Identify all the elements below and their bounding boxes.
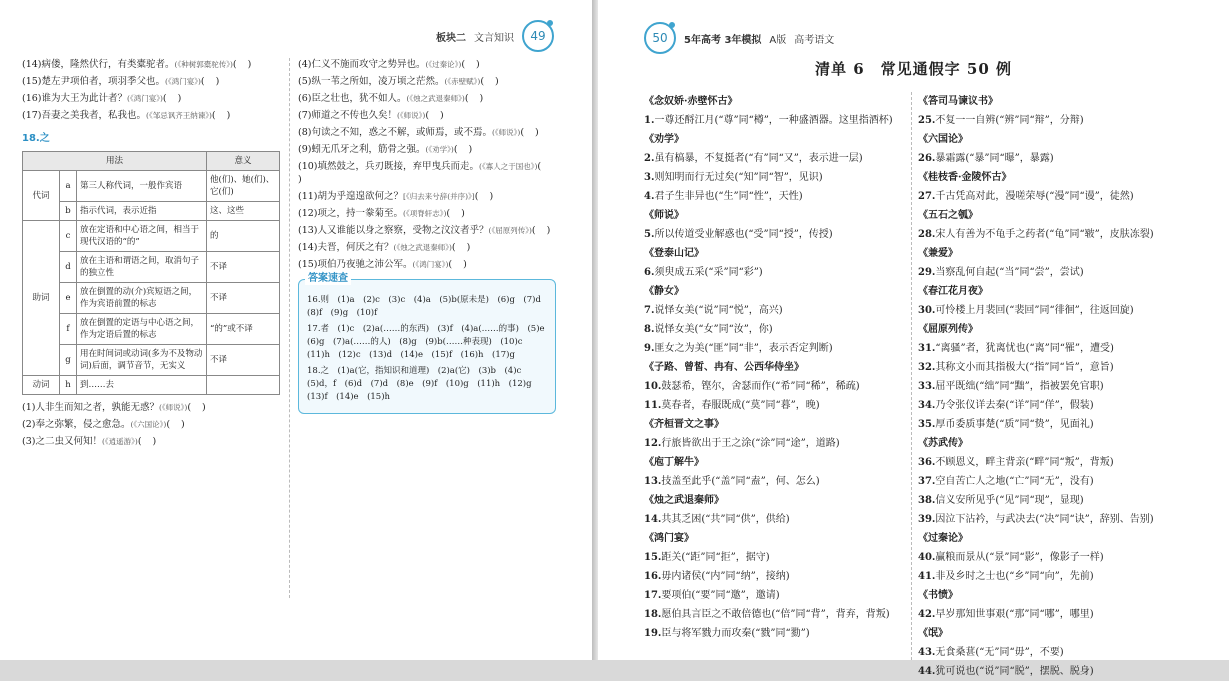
list-item [644, 605, 906, 624]
usage-letter: c [60, 221, 77, 252]
list-item [644, 149, 906, 168]
left-page [0, 0, 592, 660]
left-page-header [436, 20, 554, 52]
exercise-text: (9)蚓无爪牙之利，筋骨之强。 [298, 144, 426, 155]
text-source-heading: 《子路、曾皙、冉有、公西华侍坐》 [644, 362, 804, 373]
list-item [644, 377, 906, 396]
exercise-source: (《种树郭橐驼传》) [174, 60, 233, 69]
exercise-item [22, 435, 280, 448]
item-number: 7. [644, 305, 655, 316]
answer-blank: ( ) [474, 191, 498, 202]
right-column-2 [918, 92, 1180, 681]
exercise-text: (7)师道之不传也久矣！ [298, 110, 397, 121]
item-number: 40. [918, 552, 936, 563]
exercise-item [298, 75, 556, 88]
item-text: 早岁那知世事艰(“那”同“哪”，哪里) [935, 609, 1094, 620]
answer-blank: ( ) [200, 76, 224, 87]
list-item [644, 225, 906, 244]
answer-lines [307, 294, 554, 404]
badge-dot-icon [547, 20, 553, 26]
item-text: 臣与将军戮力而攻秦(“戮”同“勠”) [661, 628, 810, 639]
text-source-heading: 《齐桓晋文之事》 [644, 419, 724, 430]
text-source-heading: 《屈原列传》 [918, 324, 978, 335]
left-column-1 [22, 58, 280, 452]
page-number-badge [522, 20, 554, 52]
exercise-text: (15)项伯乃夜驰之沛公军。 [298, 259, 413, 270]
item-number: 39. [918, 514, 936, 525]
exercise-item [298, 126, 556, 139]
exercise-item [22, 418, 280, 431]
text-source-heading: 《劝学》 [644, 134, 684, 145]
answer-blank: ( ) [232, 59, 256, 70]
list-item [918, 415, 1180, 434]
exercise-text: (8)句读之不知，惑之不解，或师焉，或不焉。 [298, 127, 492, 138]
answer-blank: ( ) [298, 161, 546, 185]
usage-letter: h [60, 376, 77, 395]
answer-blank: ( ) [211, 110, 235, 121]
exercise-list-a [22, 58, 280, 122]
item-text: 乃令张仪详去秦(“详”同“佯”，假装) [935, 400, 1094, 411]
item-text: 虽有槁暴，不复挺者(“有”同“又”，表示进一层) [654, 153, 863, 164]
item-text: 须臾成五采(“采”同“彩”) [654, 267, 763, 278]
list-item [644, 567, 906, 586]
list-item [918, 339, 1180, 358]
exercise-source: (《鸿门宴》) [412, 260, 449, 269]
item-text: 鼓瑟希，铿尔，舍瑟而作(“希”同“稀”，稀疏) [661, 381, 860, 392]
list-item [918, 605, 1180, 624]
item-number: 30. [918, 305, 936, 316]
usage-meaning: “的”或不译 [207, 314, 280, 345]
text-source-heading: 《师说》 [644, 210, 684, 221]
usage-header: 用法 [23, 152, 207, 171]
list-item [644, 586, 906, 605]
exercise-source: (《邹忌讽齐王纳谏》) [146, 111, 212, 120]
item-number: 36. [918, 457, 936, 468]
right-page-header [644, 22, 834, 54]
exercise-text: (4)仁义不施而攻守之势异也。 [298, 59, 426, 70]
exercise-text: (11)胡为乎遑遑欲何之？ [298, 191, 404, 202]
item-text: 赢粮而景从(“景”同“影”，像影子一样) [935, 552, 1104, 563]
list-item [918, 453, 1180, 472]
item-number: 17. [644, 590, 662, 601]
exercise-text: (5)纵一苇之所如，凌万顷之茫然。 [298, 76, 445, 87]
answer-blank: ( ) [425, 110, 448, 121]
usage-desc: 放在倒置的定语与中心语之间，作为定语后置的标志 [77, 314, 207, 345]
item-number: 25. [918, 115, 936, 126]
item-text: 说怿女美(“说”同“悦”，高兴) [654, 305, 783, 316]
usage-desc: 第三人称代词，一般作宾语 [77, 171, 207, 202]
exercise-source: (《烛之武退秦师》) [393, 243, 452, 252]
item-number: 16. [644, 571, 662, 582]
answer-blank: ( ) [446, 208, 469, 219]
exercise-item [298, 92, 556, 105]
exercise-item [298, 258, 556, 271]
item-text: 不顾恩义，畔主背亲(“畔”同“叛”，背叛) [935, 457, 1114, 468]
list-item [644, 263, 906, 282]
answer-blank: ( ) [464, 93, 488, 104]
part-of-speech: 代词 [23, 171, 60, 221]
item-text: 共其乏困(“共”同“供”，供给) [661, 514, 790, 525]
column-divider [911, 92, 912, 660]
list-item [644, 339, 906, 358]
exercise-source: (《师说》) [396, 111, 426, 120]
item-text: 信义安所见乎(“见”同“现”，显现) [935, 495, 1084, 506]
text-source-heading: 《桂枝香·金陵怀古》 [918, 172, 1012, 183]
item-number: 1. [644, 115, 655, 126]
subsection-title: 18.之 [22, 133, 50, 144]
table-row [23, 202, 280, 221]
right-column-1 [644, 92, 906, 643]
item-number: 31. [918, 343, 936, 354]
exercise-item [298, 207, 556, 220]
badge-dot-icon [669, 22, 675, 28]
item-text: 技盖至此乎(“盖”同“盍”，何、怎么) [661, 476, 820, 487]
item-number: 10. [644, 381, 662, 392]
list-item [918, 567, 1180, 586]
page-number-badge [644, 22, 676, 54]
list-item [644, 396, 906, 415]
exercise-list-c [298, 58, 556, 271]
left-column-2 [298, 58, 556, 414]
text-source-heading: 《苏武传》 [918, 438, 968, 449]
item-number: 44. [918, 666, 936, 677]
list-item [918, 225, 1180, 244]
item-text: 莫春者，春服既成(“莫”同“暮”，晚) [661, 400, 820, 411]
exercise-text: (2)奉之弥繁，侵之愈急。 [22, 419, 131, 430]
item-number: 29. [918, 267, 936, 278]
usage-meaning: 不译 [207, 283, 280, 314]
exercise-text: (17)吾妻之美我者，私我也。 [22, 110, 147, 121]
exercise-source: (《项脊轩志》) [403, 209, 447, 218]
text-source-heading: 《兼爱》 [918, 248, 958, 259]
item-text: 千古凭高对此，漫嗟荣辱(“漫”同“谩”，徒然) [935, 191, 1134, 202]
list-item [918, 472, 1180, 491]
list-item [918, 643, 1180, 662]
usage-letter: d [60, 252, 77, 283]
usage-meaning: 他(们)、她(们)、它(们) [207, 171, 280, 202]
item-text: “离骚”者，犹离忧也(“离”同“罹”，遭受) [935, 343, 1114, 354]
exercise-text: (16)谁为大王为此计者？ [22, 93, 128, 104]
item-text: 一尊还酹江月(“尊”同“樽”，一种盛酒器。这里指酒杯) [654, 115, 893, 126]
item-number: 12. [644, 438, 662, 449]
answer-line: 18.之 (1)a(它，指知识和道理) (2)a(它) (3)b (4)c (5)d，f (6)d (7)d (8)e (9)f (10)g (11)h (12)g (13)f (14)e (15)h [307, 366, 541, 402]
exercise-text: (14)夫晋，何厌之有？ [298, 242, 394, 253]
list-item [644, 510, 906, 529]
item-number: 18. [644, 609, 662, 620]
answer-blank: ( ) [480, 76, 503, 87]
exercise-text: (13)人又谁能以身之察察，受物之汶汶者乎？ [298, 225, 489, 236]
exercise-source: (《鸿门宴》) [127, 94, 163, 103]
exercise-item [22, 75, 280, 88]
exercise-item [22, 92, 280, 105]
item-number: 42. [918, 609, 936, 620]
item-text: 暴霜露(“暴”同“曝”，暴露) [935, 153, 1054, 164]
usage-table [22, 151, 280, 395]
text-source-heading: 《念奴娇·赤壁怀古》 [644, 96, 738, 107]
answer-line: 17.者 (1)c (2)a(……的东西) (3)f (4)a(……的事) (5)e (6)g (7)a(……的人) (8)g (9)b(……种表现) (10)c (11)h (12)c (13)d (14)e (15)f (16)h (17)g [307, 324, 554, 360]
item-text: 无食桑葚(“无”同“毋”，不要) [935, 647, 1064, 658]
text-source-heading: 《静女》 [644, 286, 684, 297]
item-number: 26. [918, 153, 936, 164]
table-row [23, 376, 280, 395]
header-topic: 文言知识 [474, 32, 514, 44]
list-item [918, 377, 1180, 396]
usage-meaning: 的 [207, 221, 280, 252]
part-of-speech: 助词 [23, 221, 60, 376]
usage-desc: 指示代词，表示近指 [77, 202, 207, 221]
answer-box-label: 答案速查 [305, 272, 351, 285]
table-row [23, 345, 280, 376]
usage-desc: 放在定语和中心语之间，相当于现代汉语的“的” [77, 221, 207, 252]
exercise-item [298, 143, 556, 156]
table-row [23, 283, 280, 314]
answer-blank: ( ) [451, 242, 475, 253]
exercise-text: (12)项之，持一豢菊至。 [298, 208, 404, 219]
answer-blank: ( ) [520, 127, 543, 138]
exercise-source: [《归去来兮辞(并序)》] [403, 192, 475, 201]
item-text: 屈平既绌(“绌”同“黜”，指被罢免官职) [935, 381, 1104, 392]
item-text: 当察乱何自起(“当”同“尝”，尝试) [935, 267, 1084, 278]
usage-table-body [23, 171, 280, 395]
item-text: 不复一一自辨(“辨”同“辩”，分辩) [935, 115, 1084, 126]
answer-blank: ( ) [531, 225, 555, 236]
part-of-speech: 动词 [23, 376, 60, 395]
usage-letter: g [60, 345, 77, 376]
item-number: 14. [644, 514, 662, 525]
answer-blank: ( ) [453, 144, 477, 155]
item-text: 距关(“距”同“拒”，据守) [661, 552, 770, 563]
book-title: 5年高考 3年模拟 [684, 34, 762, 46]
list-item [918, 187, 1180, 206]
item-number: 13. [644, 476, 662, 487]
answer-blank: ( ) [461, 59, 484, 70]
item-number: 28. [918, 229, 936, 240]
usage-letter: e [60, 283, 77, 314]
text-source-heading: 《五石之瓠》 [918, 210, 978, 221]
list-item [918, 491, 1180, 510]
exercise-text: (3)之二虫又何知！ [22, 436, 102, 447]
text-source-heading: 《登泰山记》 [644, 248, 704, 259]
item-number: 35. [918, 419, 936, 430]
item-text: 愿伯具言臣之不敢倍德也(“倍”同“背”，背弃，背叛) [661, 609, 890, 620]
item-number: 9. [644, 343, 655, 354]
table-row [23, 171, 280, 202]
exercise-source: (《烛之武退秦师》) [406, 94, 465, 103]
item-text: 说怿女美(“女”同“汝”，你) [654, 324, 773, 335]
item-text: 其称文小而其指极大(“指”同“旨”，意旨) [935, 362, 1114, 373]
item-text: 毋内诸侯(“内”同“纳”，接纳) [661, 571, 790, 582]
item-text: 匪女之为美(“匪”同“非”，表示否定判断) [654, 343, 833, 354]
list-item [644, 624, 906, 643]
list-item [644, 111, 906, 130]
exercise-source: (《赤壁赋》) [444, 77, 481, 86]
text-source-heading: 《烛之武退秦师》 [644, 495, 724, 506]
item-text: 厚币委质事楚(“质”同“贽”，见面礼) [935, 419, 1094, 430]
item-text: 可怜楼上月裴回(“裴回”同“徘徊”，往返回旋) [935, 305, 1134, 316]
list-item [644, 548, 906, 567]
usage-desc: 到……去 [77, 376, 207, 395]
column-divider [289, 58, 290, 598]
item-number: 5. [644, 229, 655, 240]
answer-blank: ( ) [448, 259, 471, 270]
page-number: 50 [652, 31, 668, 45]
list-item [644, 301, 906, 320]
item-number: 3. [644, 172, 655, 183]
item-text: 因泣下沾衿，与武决去(“决”同“诀”，辞别、告别) [935, 514, 1154, 525]
exercise-source: (《屈原列传》) [488, 226, 532, 235]
list-item [918, 358, 1180, 377]
exercise-item [298, 109, 556, 122]
item-number: 38. [918, 495, 936, 506]
list-title: 清单 6 常见通假字 50 例 [815, 60, 1012, 78]
exercise-text: (15)楚左尹项伯者，项羽季父也。 [22, 76, 166, 87]
table-row [23, 252, 280, 283]
item-number: 19. [644, 628, 662, 639]
exercise-source: (《师说》) [158, 403, 188, 412]
item-text: 则知明而行无过矣(“知”同“智”，见识) [654, 172, 823, 183]
exercise-source: (《师说》) [491, 128, 521, 137]
text-source-heading: 《过秦论》 [918, 533, 968, 544]
usage-meaning: 不译 [207, 252, 280, 283]
item-number: 43. [918, 647, 936, 658]
text-source-heading: 《答司马谏议书》 [918, 96, 998, 107]
item-number: 8. [644, 324, 655, 335]
list-item [918, 149, 1180, 168]
subject: 高考语文 [794, 34, 835, 46]
item-number: 33. [918, 381, 936, 392]
text-source-heading: 《氓》 [918, 628, 948, 639]
list-item [644, 168, 906, 187]
list-item [918, 263, 1180, 282]
item-text: 宋人有善为不龟手之药者(“龟”同“皲”，皮肤冻裂) [935, 229, 1154, 240]
item-number: 34. [918, 400, 936, 411]
item-number: 2. [644, 153, 655, 164]
item-number: 4. [644, 191, 655, 202]
list-item [644, 187, 906, 206]
exercise-text: (14)病偻，隆然伏行，有类橐驼者。 [22, 59, 175, 70]
item-text: 行旅皆欲出于王之涂(“涂”同“途”，道路) [661, 438, 840, 449]
exercise-source: (《六国论》) [130, 420, 167, 429]
table-row [23, 221, 280, 252]
right-page [598, 0, 1229, 677]
item-text: 要项伯(“要”同“邀”，邀请) [661, 590, 780, 601]
list-item [644, 472, 906, 491]
usage-letter: f [60, 314, 77, 345]
exercise-item [298, 241, 556, 254]
text-source-heading: 《六国论》 [918, 134, 968, 145]
item-text: 所以传道受业解惑也(“受”同“授”，传授) [654, 229, 833, 240]
usage-meaning: 这、这些 [207, 202, 280, 221]
answer-line: 16.则 (1)a (2)c (3)c (4)a (5)b(原未是) (6)g (7)d (8)f (9)g (10)f [307, 295, 550, 318]
exercise-source: (《寡人之于国也》) [479, 162, 538, 171]
item-number: 27. [918, 191, 936, 202]
answer-blank: ( ) [162, 93, 186, 104]
list-item [644, 320, 906, 339]
exercise-source: (《逍遥游》) [101, 437, 138, 446]
item-number: 15. [644, 552, 662, 563]
answer-blank: ( ) [166, 419, 189, 430]
text-source-heading: 《庖丁解牛》 [644, 457, 704, 468]
exercise-source: (《过秦论》) [425, 60, 462, 69]
text-source-heading: 《书愤》 [918, 590, 958, 601]
usage-meaning: 不译 [207, 345, 280, 376]
exercise-text: (6)臣之壮也，犹不如人。 [298, 93, 407, 104]
item-text: 非及乡时之士也(“乡”同“向”，先前) [935, 571, 1094, 582]
item-number: 6. [644, 267, 655, 278]
exercise-item [298, 160, 556, 186]
page-number: 49 [530, 29, 546, 43]
exercise-item [298, 58, 556, 71]
item-text: 空自苦亡人之地(“亡”同“无”，没有) [935, 476, 1094, 487]
item-text: 犹可说也(“说”同“脱”，摆脱、脱身) [935, 666, 1094, 677]
usage-letter: b [60, 202, 77, 221]
item-number: 41. [918, 571, 936, 582]
answer-blank: ( ) [137, 436, 161, 447]
exercise-item [22, 58, 280, 71]
exercise-text: (1)人非生而知之者，孰能无惑？ [22, 402, 159, 413]
list-item [918, 662, 1180, 681]
list-item [918, 548, 1180, 567]
exercise-item [298, 190, 556, 203]
usage-meaning [207, 376, 280, 395]
header-section: 板块二 [436, 32, 466, 44]
exercise-source: (《鸿门宴》) [165, 77, 201, 86]
exercise-text: (10)填然鼓之，兵刃既接，弃甲曳兵而走。 [298, 161, 480, 172]
exercise-item [298, 224, 556, 237]
text-source-heading: 《鸿门宴》 [644, 533, 694, 544]
edition: A版 [769, 34, 787, 46]
item-number: 37. [918, 476, 936, 487]
text-source-heading: 《春江花月夜》 [918, 286, 988, 297]
exercise-source: (《劝学》) [425, 145, 454, 154]
usage-letter: a [60, 171, 77, 202]
exercise-item [22, 401, 280, 414]
usage-desc: 用在时间词或动词(多为不及物动词)后面，调节音节，无实义 [77, 345, 207, 376]
usage-table-header [23, 152, 280, 171]
meaning-header: 意义 [207, 152, 280, 171]
list-item [918, 111, 1180, 130]
item-number: 32. [918, 362, 936, 373]
list-item [918, 301, 1180, 320]
exercise-list-b [22, 401, 280, 448]
exercise-item [22, 109, 280, 122]
usage-desc: 放在倒置的动(介)宾短语之间，作为宾语前置的标志 [77, 283, 207, 314]
list-item [918, 510, 1180, 529]
answer-blank: ( ) [187, 402, 210, 413]
table-row [23, 314, 280, 345]
item-number: 11. [644, 400, 662, 411]
usage-desc: 放在主语和谓语之间，取消句子的独立性 [77, 252, 207, 283]
item-text: 君子生非异也(“生”同“性”，天性) [654, 191, 803, 202]
answer-box [298, 273, 556, 414]
list-item [644, 434, 906, 453]
list-item [918, 396, 1180, 415]
